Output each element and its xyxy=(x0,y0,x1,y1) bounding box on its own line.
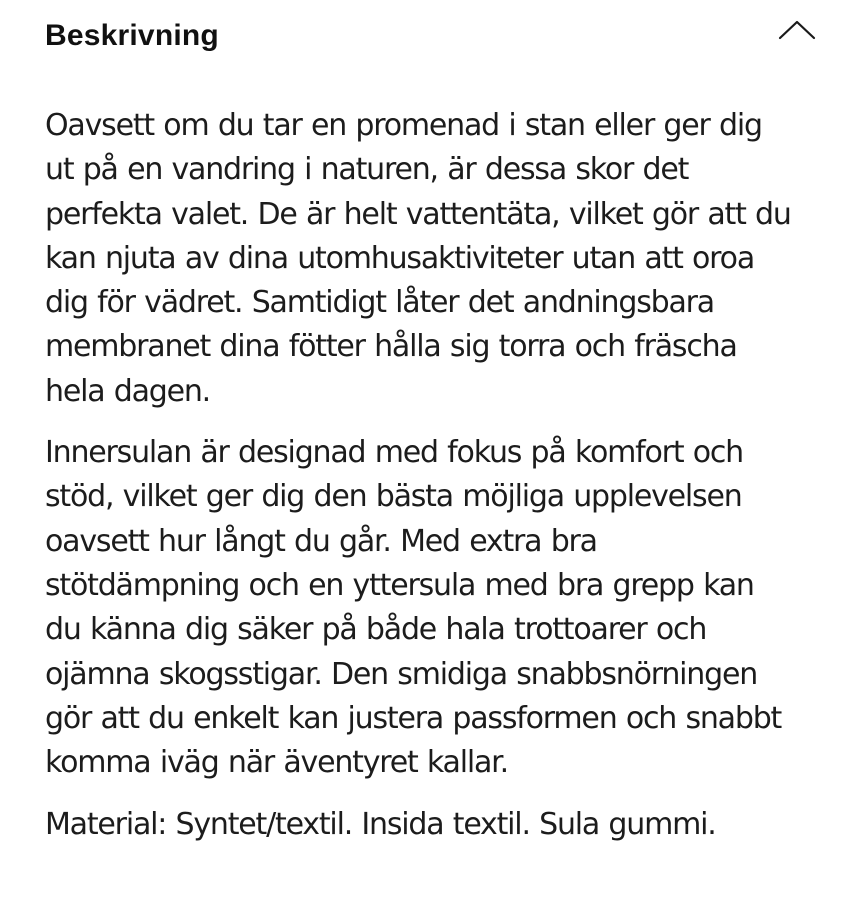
description-paragraph-2: Innersulan är designad med fokus på komfort och stöd, vilket ger dig den bästa möjliga upplevelsen oavsett hur långt du går. Med extra bra stötdämpning och en yttersula med bra grepp kan du känna dig säker på både hala trottoarer och ojämna skogsstigar. Den smidiga snabbsnörningen gör att du enkelt kan justera passformen och snabbt komma iväg när äventyret kallar. xyxy=(45,435,782,781)
chevron-up-icon[interactable] xyxy=(778,18,816,42)
accordion-content xyxy=(45,104,845,848)
description-paragraph-1: Oavsett om du tar en promenad i stan eller ger dig ut på en vandring i naturen, är dessa skor det perfekta valet. De är helt vattentäta, vilket gör att du kan njuta av dina utomhusaktiviteter utan att oroa dig för vädret. Samtidigt låter det andningsbara membranet dina fötter hålla sig torra och fräscha hela dagen. xyxy=(45,108,791,409)
accordion-header[interactable] xyxy=(0,0,856,76)
accordion-title: Beskrivning xyxy=(45,19,219,52)
material-info: Material: Syntet/textil. Insida textil. Sula gummi. xyxy=(45,807,716,843)
